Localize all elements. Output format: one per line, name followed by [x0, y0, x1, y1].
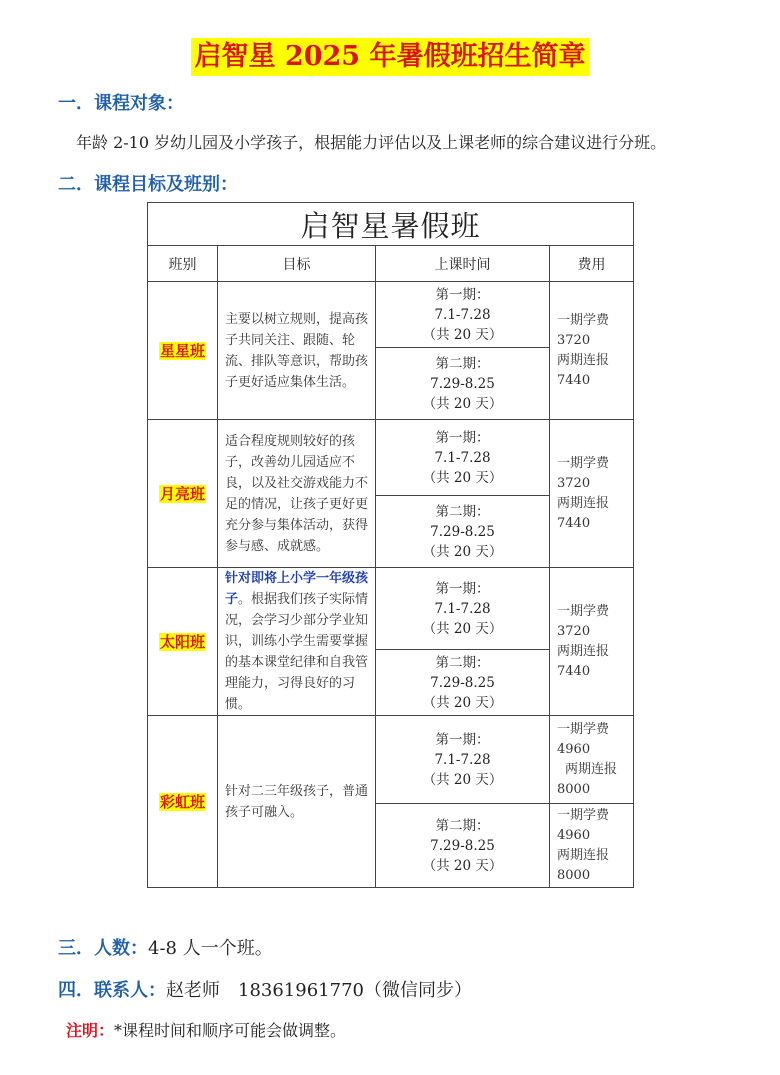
goal-text: 。根据我们孩子实际情况，会学习少部分学业知识，训练小学生需要掌握的基本课堂纪律和自我管理能力，习得良好的习惯。 — [225, 592, 369, 712]
class-cell — [148, 716, 218, 888]
header-goal: 目标 — [218, 246, 376, 282]
goal-highlight: 针对即将上小学一年级孩子 — [225, 571, 369, 607]
section-3-value: 4-8 人一个班。 — [148, 938, 273, 959]
header-fee: 费用 — [550, 246, 634, 282]
table-row — [148, 568, 634, 650]
goal-text: 适合程度规则较好的孩子，改善幼儿园适应不良，以及社交游戏能力不足的情况，让孩子更好更充分参与集体活动，获得参与感、成就感。 — [225, 433, 369, 554]
fee-cell: 一期学费 3720 两期连报 7440 — [550, 420, 634, 568]
period-2: 第二期： 7.29-8.25 （共 20 天） — [376, 348, 550, 420]
section-3 — [58, 934, 273, 960]
goal-cell — [218, 420, 376, 568]
table-row — [148, 420, 634, 496]
period-2: 第二期： 7.29-8.25 （共 20 天） — [376, 650, 550, 716]
section-1-text: 年龄 2-10 岁幼儿园及小学孩子，根据能力评估以及上课老师的综合建议进行分班。 — [76, 133, 667, 152]
table-title: 启智星暑假班 — [148, 203, 634, 246]
schedule-table — [147, 202, 634, 888]
goal-text: 主要以树立规则，提高孩子共同关注、跟随、轮流、排队等意识，帮助孩子更好适应集体生活。 — [225, 311, 369, 390]
header-class: 班别 — [148, 246, 218, 282]
section-1-heading: 一．课程对象： — [58, 93, 184, 114]
class-cell — [148, 568, 218, 716]
header-time: 上课时间 — [376, 246, 550, 282]
period-2: 第二期： 7.29-8.25 （共 20 天） — [376, 496, 550, 568]
class-name: 太阳班 — [159, 633, 205, 651]
period-1: 第一期： 7.1-7.28 （共 20 天） — [376, 420, 550, 496]
table-header-row — [148, 246, 634, 282]
goal-cell — [218, 568, 376, 716]
class-cell — [148, 282, 218, 420]
goal-cell — [218, 282, 376, 420]
class-name: 月亮班 — [159, 485, 205, 503]
table-row — [148, 716, 634, 804]
period-1: 第一期： 7.1-7.28 （共 20 天） — [376, 282, 550, 348]
fee-cell: 一期学费 3720 两期连报 7440 — [550, 282, 634, 420]
note-label: 注明： — [66, 1021, 115, 1040]
fee-cell-2: 一期学费 4960 两期连报 8000 — [550, 804, 634, 888]
period-2: 第二期： 7.29-8.25 （共 20 天） — [376, 804, 550, 888]
note — [66, 1018, 346, 1041]
section-3-label: 三．人数： — [58, 938, 148, 959]
section-2-heading: 二．课程目标及班别： — [58, 174, 238, 195]
fee-cell-1: 一期学费 4960 两期连报 8000 — [550, 716, 634, 804]
table-row — [148, 282, 634, 348]
note-text: *课程时间和顺序可能会做调整。 — [114, 1021, 347, 1040]
fee-cell: 一期学费 3720 两期连报 7440 — [550, 568, 634, 716]
contact-value: 赵老师 18361961770（微信同步） — [166, 980, 472, 1001]
class-name: 星星班 — [159, 342, 205, 360]
goal-cell — [218, 716, 376, 888]
period-1: 第一期： 7.1-7.28 （共 20 天） — [376, 716, 550, 804]
period-1: 第一期： 7.1-7.28 （共 20 天） — [376, 568, 550, 650]
goal-text: 针对二三年级孩子，普通孩子可融入。 — [225, 783, 369, 820]
section-4-label: 四．联系人： — [58, 980, 166, 1001]
section-4 — [58, 976, 472, 1002]
class-cell — [148, 420, 218, 568]
class-name: 彩虹班 — [159, 793, 205, 811]
page-title: 启智星 2025 年暑假班招生简章 — [191, 38, 590, 76]
